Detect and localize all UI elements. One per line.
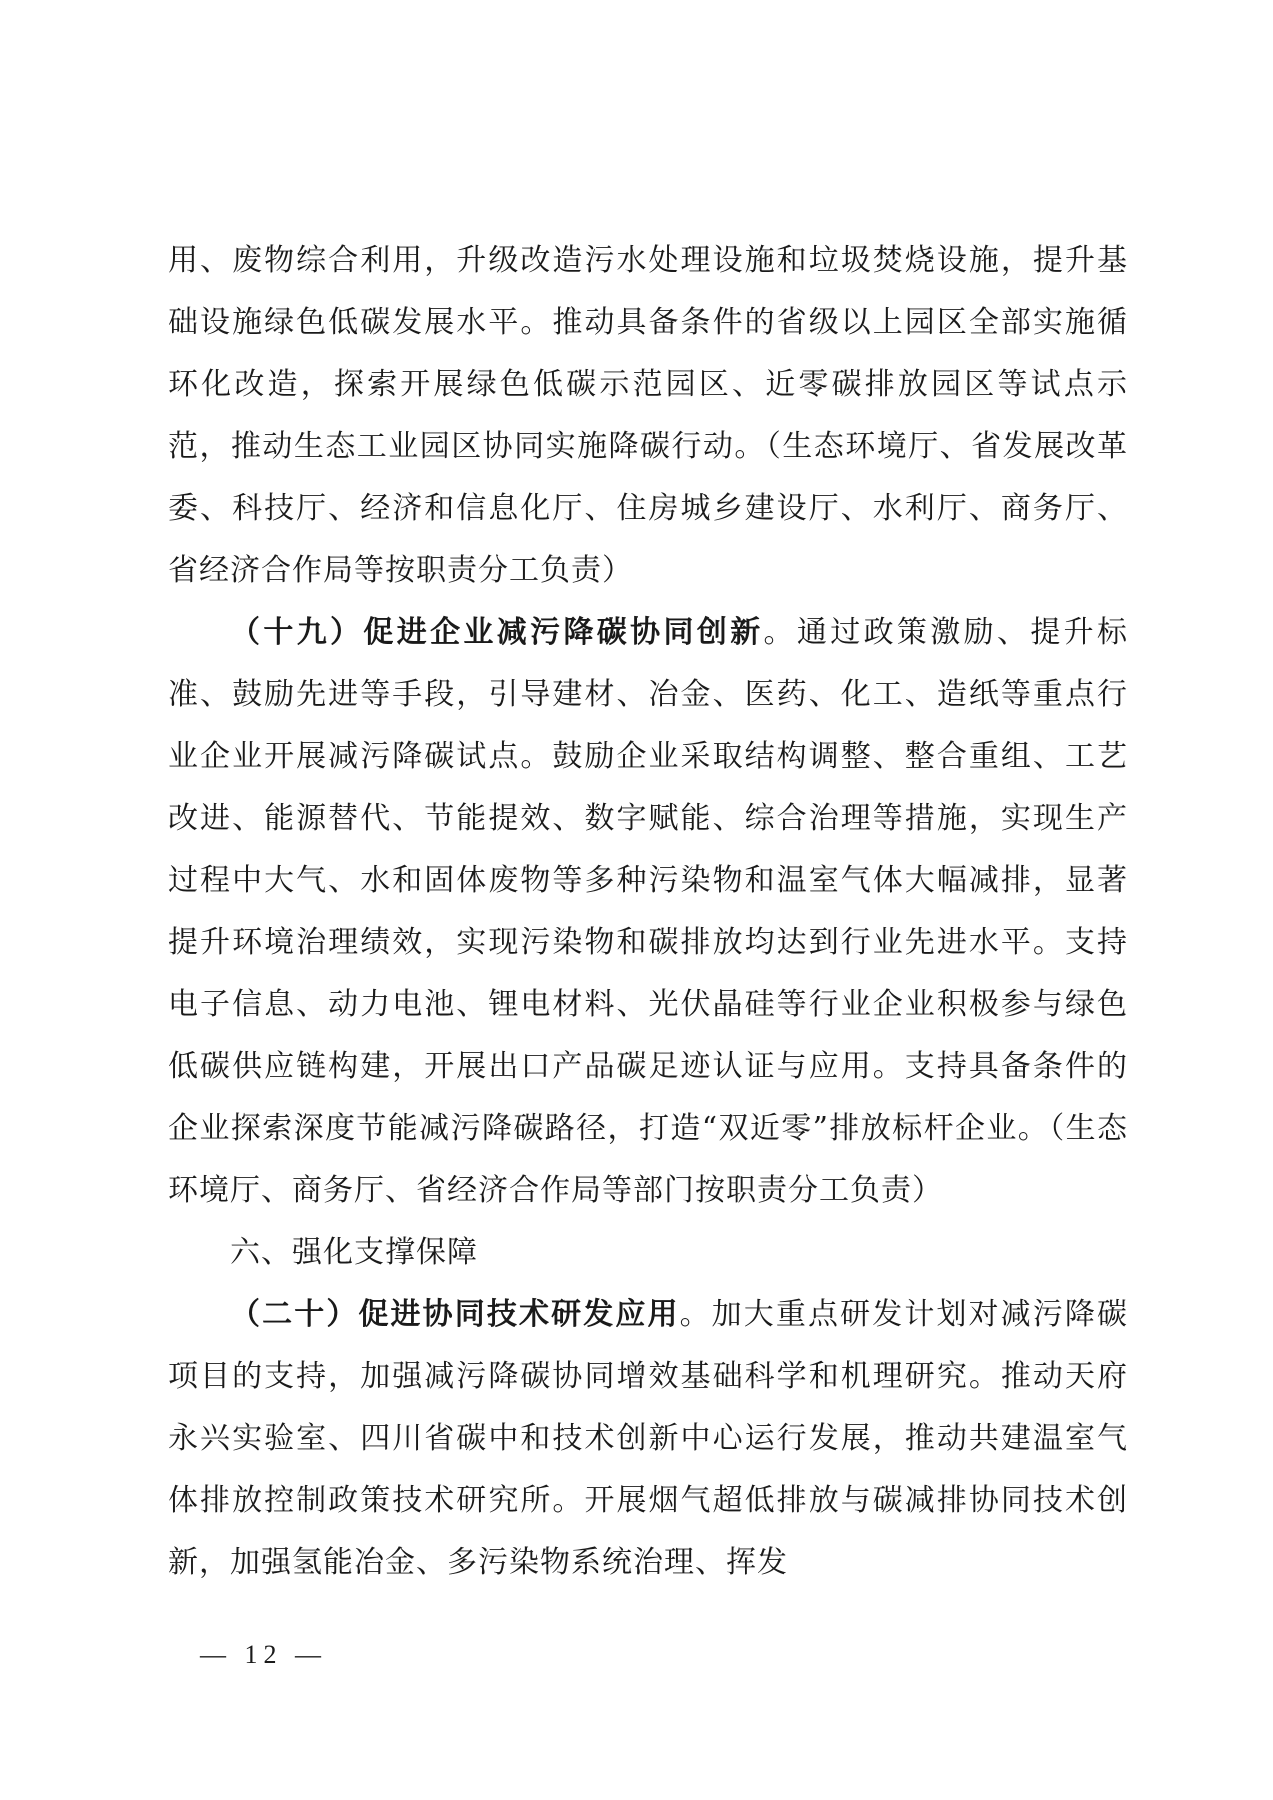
paragraph-continuation: 用、废物综合利用，升级改造污水处理设施和垃圾焚烧设施，提升基础设施绿色低碳发展水平。推动具备条件的省级以上园区全部实施循环化改造，探索开展绿色低碳示范园区、近零碳排放园区等试点示范，推动生态工业园区协同实施降碳行动。（生态环境厅、省发展改革委、科技厅、经济和信息化厅、住房城乡建设厅、水利厅、商务厅、省经济合作局等按职责分工负责） [168,243,1128,588]
item-19-body: 。通过政策激励、提升标准、鼓励先进等手段，引导建材、冶金、医药、化工、造纸等重点行业企业开展减污降碳试点。鼓励企业采取结构调整、整合重组、工艺改进、能源替代、节能提效、数字赋能、综合治理等措施，实现生产过程中大气、水和固体废物等多种污染物和温室气体大幅减排，显著提升环境治理绩效，实现污染物和碳排放均达到行业先进水平。支持电子信息、动力电池、锂电材料、光伏晶硅等行业企业积极参与绿色低碳供应链构建，开展出口产品碳足迹认证与应用。支持具备条件的企业探索深度节能减污降碳路径，打造“双近零”排放标杆企业。（生态环境厅、商务厅、省经济合作局等部门按职责分工负责） [168,615,1129,1208]
paragraph-item-19 [168,602,1128,1222]
item-19-title: （十九）促进企业减污降碳协同创新 [230,615,764,650]
item-20-title: （二十）促进协同技术研发应用 [230,1297,680,1332]
body-text [168,230,1128,1594]
section-heading: 六、强化支撑保障 [230,1235,478,1270]
item-20-body: 。加大重点研发计划对减污降碳项目的支持，加强减污降碳协同增效基础科学和机理研究。推动天府永兴实验室、四川省碳中和技术创新中心运行发展，推动共建温室气体排放控制政策技术研究所。开展烟气超低排放与碳减排协同技术创新，加强氢能冶金、多污染物系统治理、挥发 [168,1297,1129,1580]
page-number: — 12 — [200,1640,327,1669]
paragraph-item-20 [168,1284,1128,1594]
